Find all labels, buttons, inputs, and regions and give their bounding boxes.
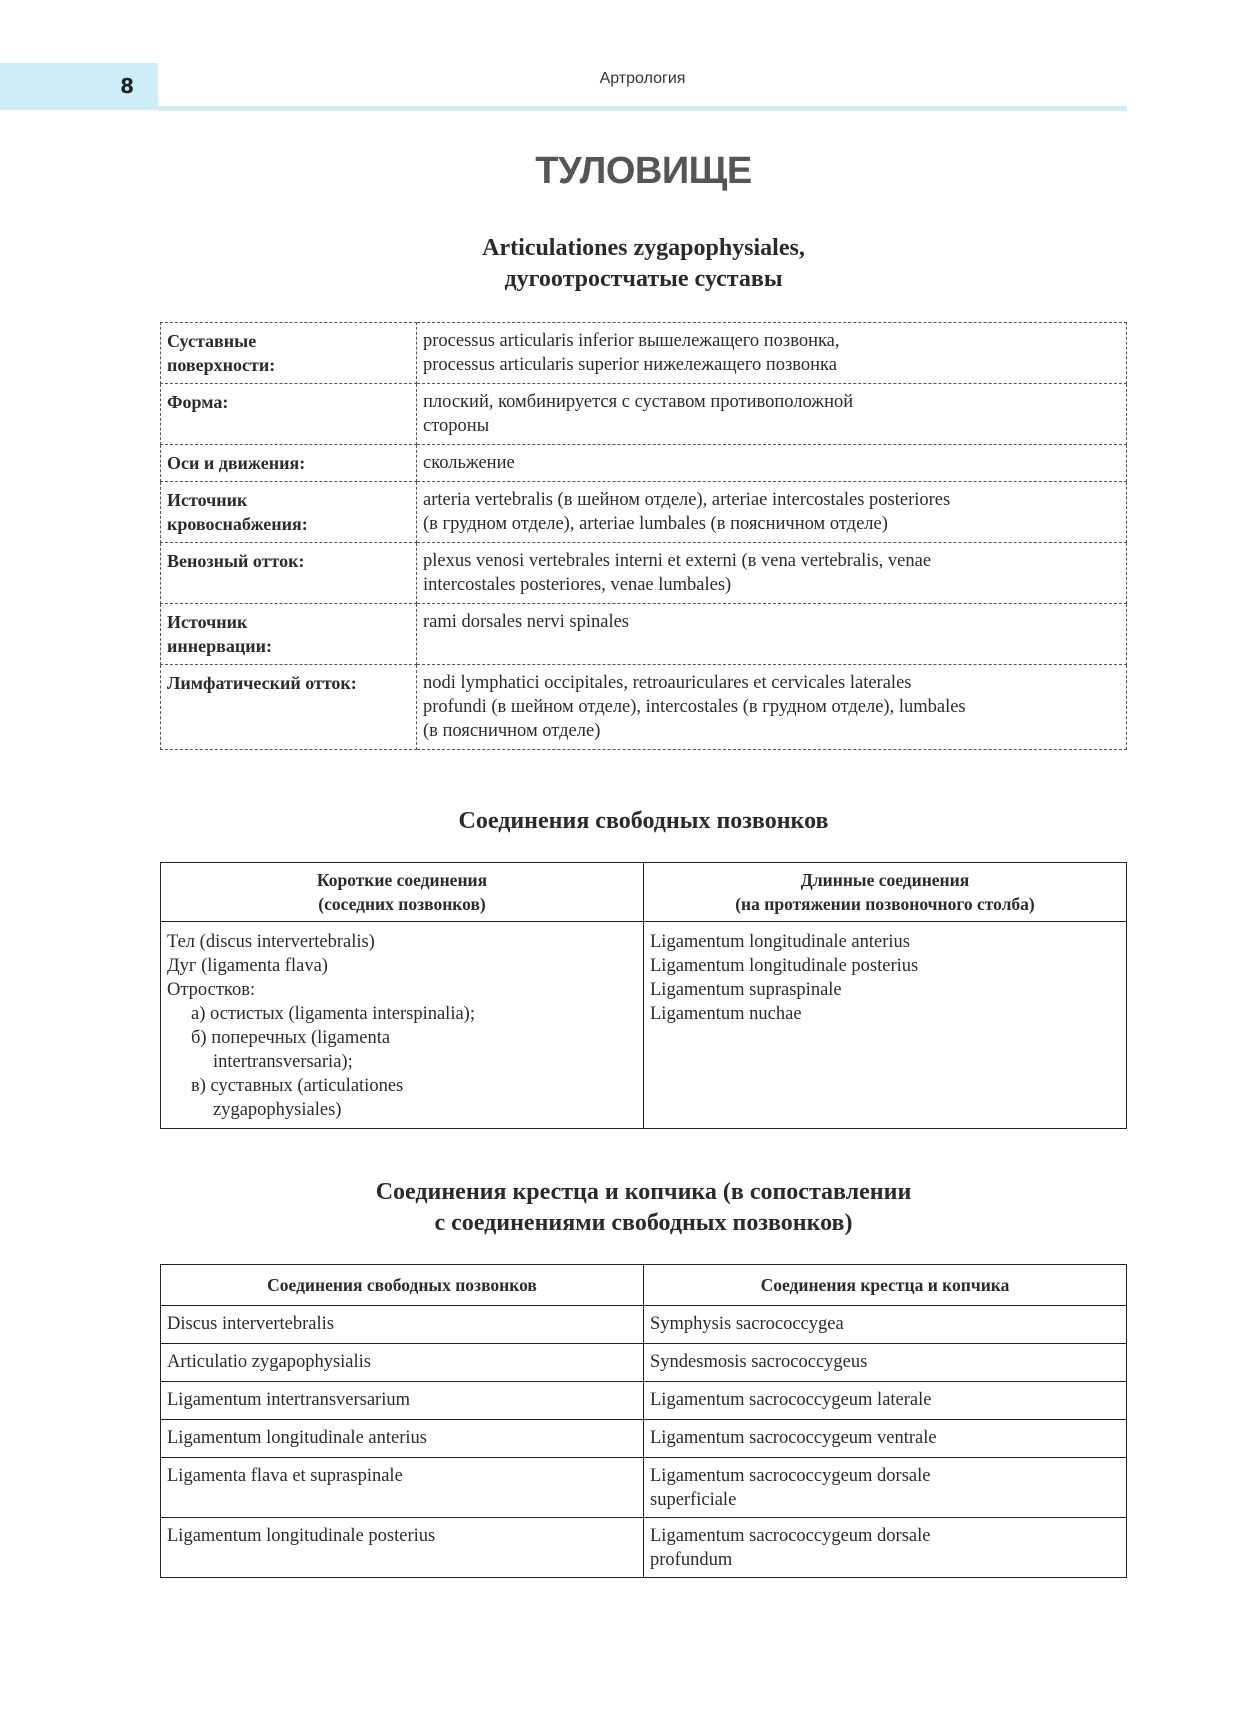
short-connections-cell bbox=[161, 922, 644, 1129]
section-title-sacrum-coccyx bbox=[160, 1177, 1127, 1239]
zygapophysial-joint-table bbox=[160, 322, 1127, 750]
table-row bbox=[161, 1458, 1127, 1518]
row-value bbox=[417, 482, 1127, 543]
row-label bbox=[161, 482, 417, 543]
value-line: processus articularis inferior вышележащего позвонка, bbox=[423, 331, 840, 351]
value-line: (в поясничном отделе) bbox=[423, 721, 601, 741]
section-title-line: Articulationes zygapophysiales, bbox=[482, 235, 805, 261]
list-item: б) поперечных (ligamenta bbox=[191, 1028, 391, 1048]
cell-text: Ligamentum intertransversarium bbox=[167, 1390, 410, 1410]
row-value bbox=[417, 384, 1127, 445]
list-item: Тел (discus intervertebralis) bbox=[167, 932, 375, 952]
row-label bbox=[161, 665, 417, 750]
cell-text: Articulatio zygapophysialis bbox=[167, 1352, 371, 1372]
value-line: processus articularis superior нижележащего позвонка bbox=[423, 355, 837, 375]
row-value bbox=[417, 604, 1127, 665]
cell-text: Ligamenta flava et supraspinale bbox=[167, 1466, 403, 1486]
table-row bbox=[161, 384, 1127, 445]
label-line: иннервации: bbox=[167, 636, 272, 656]
running-head: Артрология bbox=[599, 70, 686, 87]
label-line: Источник bbox=[167, 490, 248, 510]
table-cell bbox=[161, 1344, 644, 1382]
cell-text: Symphysis sacrococcygea bbox=[650, 1314, 844, 1334]
row-label bbox=[161, 543, 417, 604]
label-line: Суставные bbox=[167, 331, 257, 351]
cell-text: Syndesmosis sacrococcygeus bbox=[650, 1352, 868, 1372]
free-vertebrae-connections-table bbox=[160, 862, 1127, 1129]
table-row bbox=[161, 604, 1127, 665]
page-number-band bbox=[0, 63, 158, 110]
section-title-line: Соединения крестца и копчика (в сопоставлении bbox=[375, 1179, 912, 1205]
table-cell bbox=[161, 1306, 644, 1344]
value-line: rami dorsales nervi spinales bbox=[423, 612, 630, 632]
cell-text: Ligamentum sacrococcygeum laterale bbox=[650, 1390, 932, 1410]
label-line: Венозный отток: bbox=[167, 551, 305, 571]
table-row bbox=[161, 482, 1127, 543]
value-line: profundi (в шейном отделе), intercostales (в грудном отделе), lumbales bbox=[423, 697, 966, 717]
table-header-row bbox=[161, 863, 1127, 922]
table-cell bbox=[644, 1420, 1127, 1458]
value-line: скольжение bbox=[423, 453, 515, 473]
sacrum-coccyx-comparison-table bbox=[160, 1264, 1127, 1578]
list-item: Дуг (ligamenta flava) bbox=[167, 956, 328, 976]
list-item: zygapophysiales) bbox=[213, 1100, 342, 1120]
row-value bbox=[417, 665, 1127, 750]
long-connections-cell bbox=[644, 922, 1127, 1129]
section-title-free-vertebrae: Соединения свободных позвонков bbox=[458, 808, 829, 834]
value-line: стороны bbox=[423, 416, 490, 436]
page-number: 8 bbox=[120, 74, 134, 98]
cell-text: Ligamentum longitudinale posterius bbox=[167, 1526, 436, 1546]
table-cell bbox=[161, 1518, 644, 1578]
list-item: intertransversaria); bbox=[213, 1052, 353, 1072]
header-rule bbox=[158, 106, 1127, 111]
table-cell bbox=[644, 1382, 1127, 1420]
value-line: plexus venosi vertebrales interni et externi (в vena vertebralis, venae bbox=[423, 551, 932, 571]
table-cell bbox=[644, 1518, 1127, 1578]
label-line: Форма: bbox=[167, 392, 229, 412]
column-header-long bbox=[644, 863, 1127, 922]
cell-text: Ligamentum sacrococcygeum dorsale bbox=[650, 1526, 931, 1546]
cell-text: Ligamentum sacrococcygeum ventrale bbox=[650, 1428, 937, 1448]
table-row bbox=[161, 323, 1127, 384]
label-line: кровоснабжения: bbox=[167, 514, 308, 534]
chapter-title: ТУЛОВИЩЕ bbox=[535, 150, 752, 192]
list-item: Ligamentum longitudinale posterius bbox=[650, 956, 919, 976]
table-row bbox=[161, 1344, 1127, 1382]
value-line: (в грудном отделе), arteriae lumbales (в поясничном отделе) bbox=[423, 514, 888, 534]
table-cell bbox=[161, 1382, 644, 1420]
table-header-row bbox=[161, 1265, 1127, 1306]
table-cell bbox=[161, 1420, 644, 1458]
value-line: плоский, комбинируется с суставом противоположной bbox=[423, 392, 854, 412]
list-item: Ligamentum nuchae bbox=[650, 1004, 802, 1024]
list-item: Ligamentum supraspinale bbox=[650, 980, 842, 1000]
row-label bbox=[161, 604, 417, 665]
table-row bbox=[161, 1382, 1127, 1420]
row-value bbox=[417, 323, 1127, 384]
column-header-short bbox=[161, 863, 644, 922]
row-label bbox=[161, 445, 417, 482]
table-cell bbox=[644, 1458, 1127, 1518]
cell-text: Ligamentum sacrococcygeum dorsale bbox=[650, 1466, 931, 1486]
cell-text: Discus intervertebralis bbox=[167, 1314, 334, 1334]
header-line: (соседних позвонков) bbox=[318, 894, 486, 914]
table-row bbox=[161, 1306, 1127, 1344]
value-line: arteria vertebralis (в шейном отделе), arteriae intercostales posteriores bbox=[423, 490, 951, 510]
header-line: Короткие соединения bbox=[316, 870, 488, 890]
list-item: Ligamentum longitudinale anterius bbox=[650, 932, 910, 952]
column-header-sacrum-coccyx: Соединения крестца и копчика bbox=[644, 1265, 1127, 1306]
cell-text: Ligamentum longitudinale anterius bbox=[167, 1428, 427, 1448]
header-line: Длинные соединения bbox=[800, 870, 970, 890]
table-row bbox=[161, 1420, 1127, 1458]
table-cell bbox=[644, 1344, 1127, 1382]
list-item: Отростков: bbox=[167, 980, 256, 1000]
table-row bbox=[161, 1518, 1127, 1578]
table-cell bbox=[161, 1458, 644, 1518]
row-label bbox=[161, 323, 417, 384]
value-line: intercostales posteriores, venae lumbales) bbox=[423, 575, 732, 595]
table-row bbox=[161, 665, 1127, 750]
label-line: Лимфатический отток: bbox=[167, 673, 357, 693]
row-value bbox=[417, 543, 1127, 604]
row-label bbox=[161, 384, 417, 445]
section-title-line: с соединениями свободных позвонков) bbox=[434, 1210, 853, 1236]
list-item: в) суставных (articulationes bbox=[191, 1076, 404, 1096]
table-row bbox=[161, 922, 1127, 1129]
cell-text: superficiale bbox=[650, 1490, 737, 1510]
header-line: (на протяжении позвоночного столба) bbox=[735, 894, 1035, 914]
value-line: nodi lymphatici occipitales, retroauriculares et cervicales laterales bbox=[423, 673, 912, 693]
table-cell bbox=[644, 1306, 1127, 1344]
section-title-zygapophysial bbox=[160, 233, 1127, 295]
label-line: Источник bbox=[167, 612, 248, 632]
section-title-line: дугоотростчатые суставы bbox=[504, 266, 783, 292]
cell-text: profundum bbox=[650, 1550, 733, 1570]
table-row bbox=[161, 445, 1127, 482]
row-value bbox=[417, 445, 1127, 482]
column-header-free-vertebrae: Соединения свободных позвонков bbox=[161, 1265, 644, 1306]
label-line: Оси и движения: bbox=[167, 453, 306, 473]
label-line: поверхности: bbox=[167, 355, 276, 375]
table-row bbox=[161, 543, 1127, 604]
list-item: а) остистых (ligamenta interspinalia); bbox=[191, 1004, 475, 1024]
